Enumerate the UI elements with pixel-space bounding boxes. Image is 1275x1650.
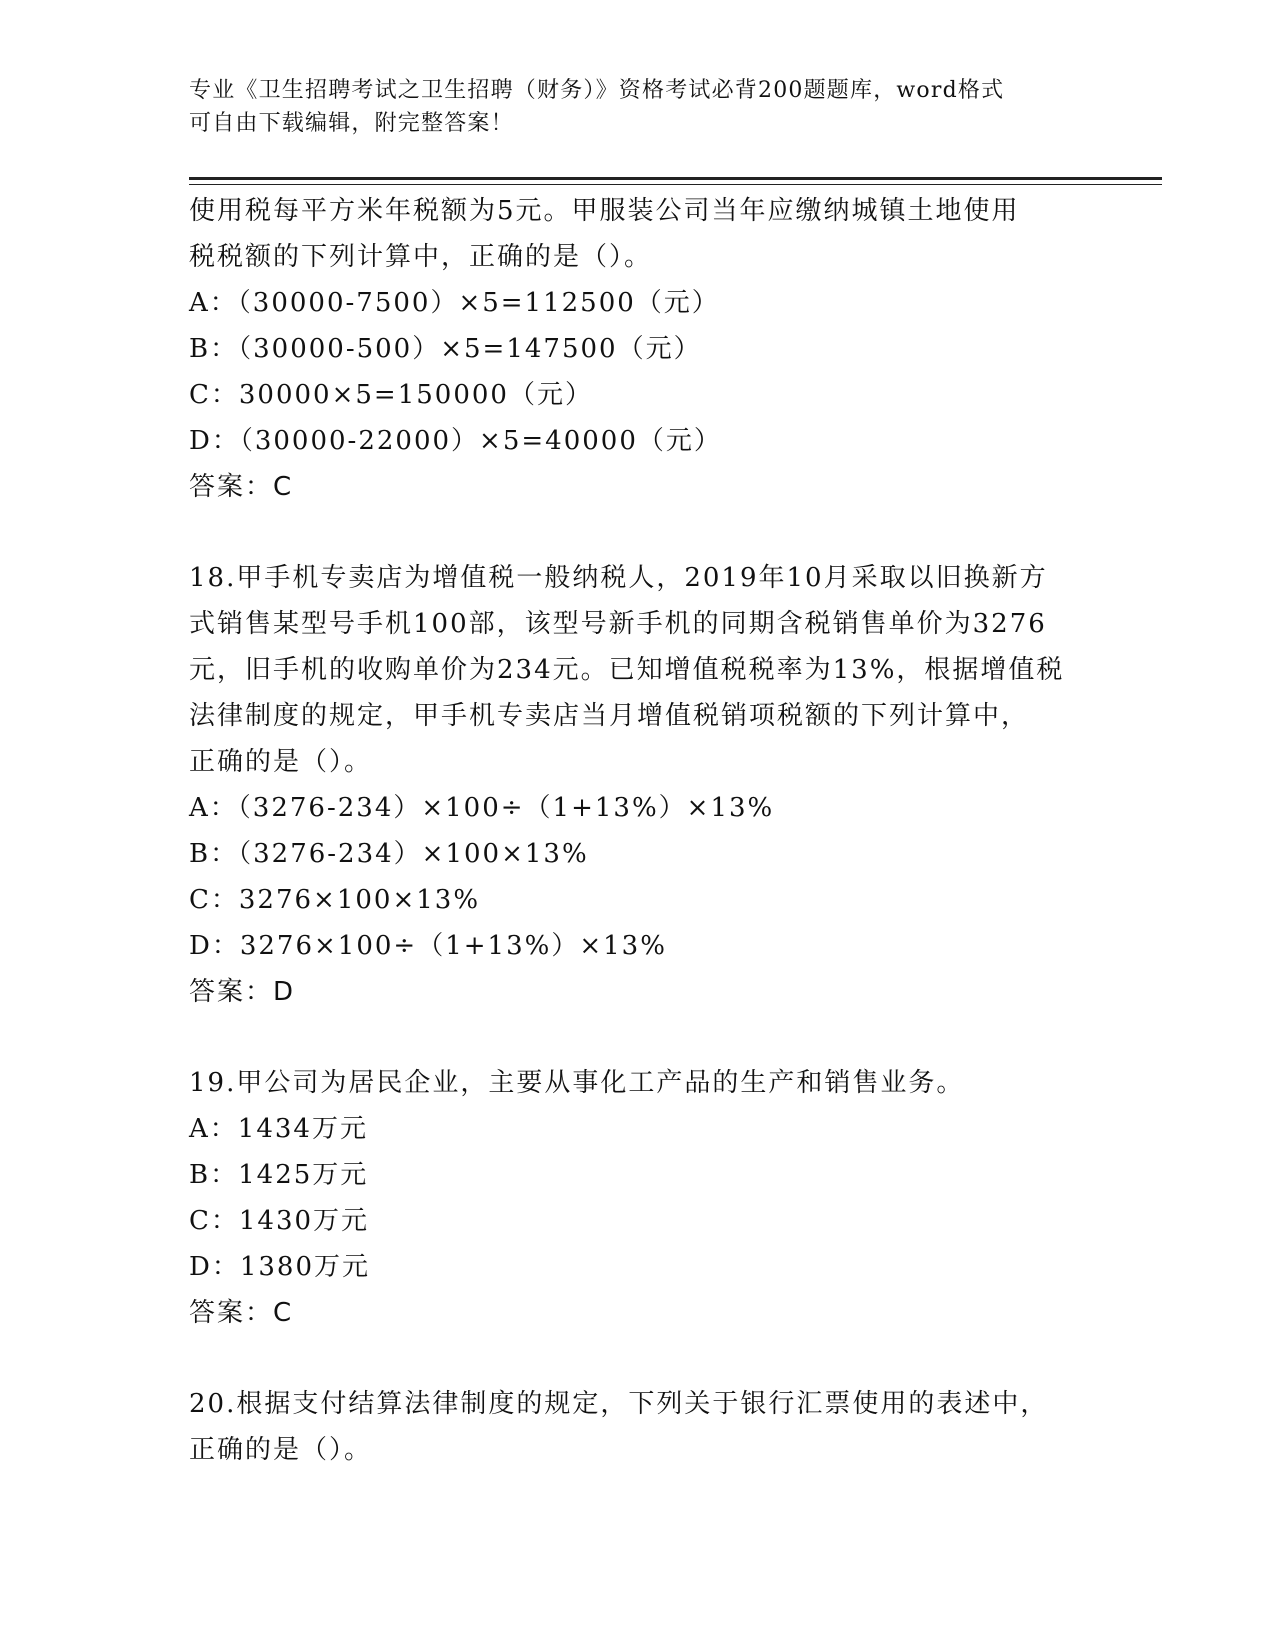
option-a: A：（30000-7500）×5=112500（元）	[189, 288, 720, 318]
question-stem-line: 正确的是（）。	[189, 747, 373, 777]
question-19	[189, 1060, 1109, 1336]
question-17-continued	[189, 188, 1109, 510]
option-b: B：（3276-234）×100×13%	[189, 839, 589, 869]
question-stem-line: 式销售某型号手机100部，该型号新手机的同期含税销售单价为3276	[189, 609, 1047, 639]
question-stem-line: 法律制度的规定，甲手机专卖店当月增值税销项税额的下列计算中，	[189, 701, 1030, 731]
question-stem-line: 元，旧手机的收购单价为234元。已知增值税税率为13%，根据增值税	[189, 655, 1065, 685]
question-stem-line: 20.根据支付结算法律制度的规定，下列关于银行汇票使用的表述中，	[189, 1389, 1049, 1419]
option-a: A：1434万元	[189, 1114, 368, 1144]
option-c: C：30000×5=150000（元）	[189, 380, 593, 410]
question-spacer	[189, 510, 1109, 555]
option-d: D：1380万元	[189, 1252, 371, 1282]
question-list	[189, 188, 1109, 1473]
option-b: B：（30000-500）×5=147500（元）	[189, 334, 702, 364]
question-stem-line: 18.甲手机专卖店为增值税一般纳税人，2019年10月采取以旧换新方	[189, 563, 1048, 593]
answer-line: 答案：C	[189, 1298, 294, 1328]
header-divider-thin	[189, 184, 1162, 185]
option-d: D：3276×100÷（1+13%）×13%	[189, 931, 667, 961]
question-stem-line: 税税额的下列计算中，正确的是（）。	[189, 242, 653, 272]
header-title-line-2: 可自由下载编辑，附完整答案！	[189, 111, 514, 136]
question-stem-line: 19.甲公司为居民企业，主要从事化工产品的生产和销售业务。	[189, 1068, 965, 1098]
document-header	[189, 74, 1089, 140]
header-title-line-1: 专业《卫生招聘考试之卫生招聘（财务）》资格考试必背200题题库，word格式	[189, 78, 1005, 103]
question-spacer	[189, 1015, 1109, 1060]
question-stem-line: 正确的是（）。	[189, 1435, 373, 1465]
option-a: A：（3276-234）×100÷（1+13%）×13%	[189, 793, 775, 823]
answer-line: 答案：C	[189, 472, 294, 502]
answer-line: 答案：D	[189, 977, 296, 1007]
option-c: C：3276×100×13%	[189, 885, 481, 915]
question-18	[189, 555, 1109, 1015]
header-divider-thick	[189, 177, 1162, 180]
question-20	[189, 1381, 1109, 1473]
question-spacer	[189, 1336, 1109, 1381]
option-b: B：1425万元	[189, 1160, 369, 1190]
question-stem-line: 使用税每平方米年税额为5元。甲服装公司当年应缴纳城镇土地使用	[189, 196, 1020, 226]
option-d: D：（30000-22000）×5=40000（元）	[189, 426, 722, 456]
option-c: C：1430万元	[189, 1206, 370, 1236]
